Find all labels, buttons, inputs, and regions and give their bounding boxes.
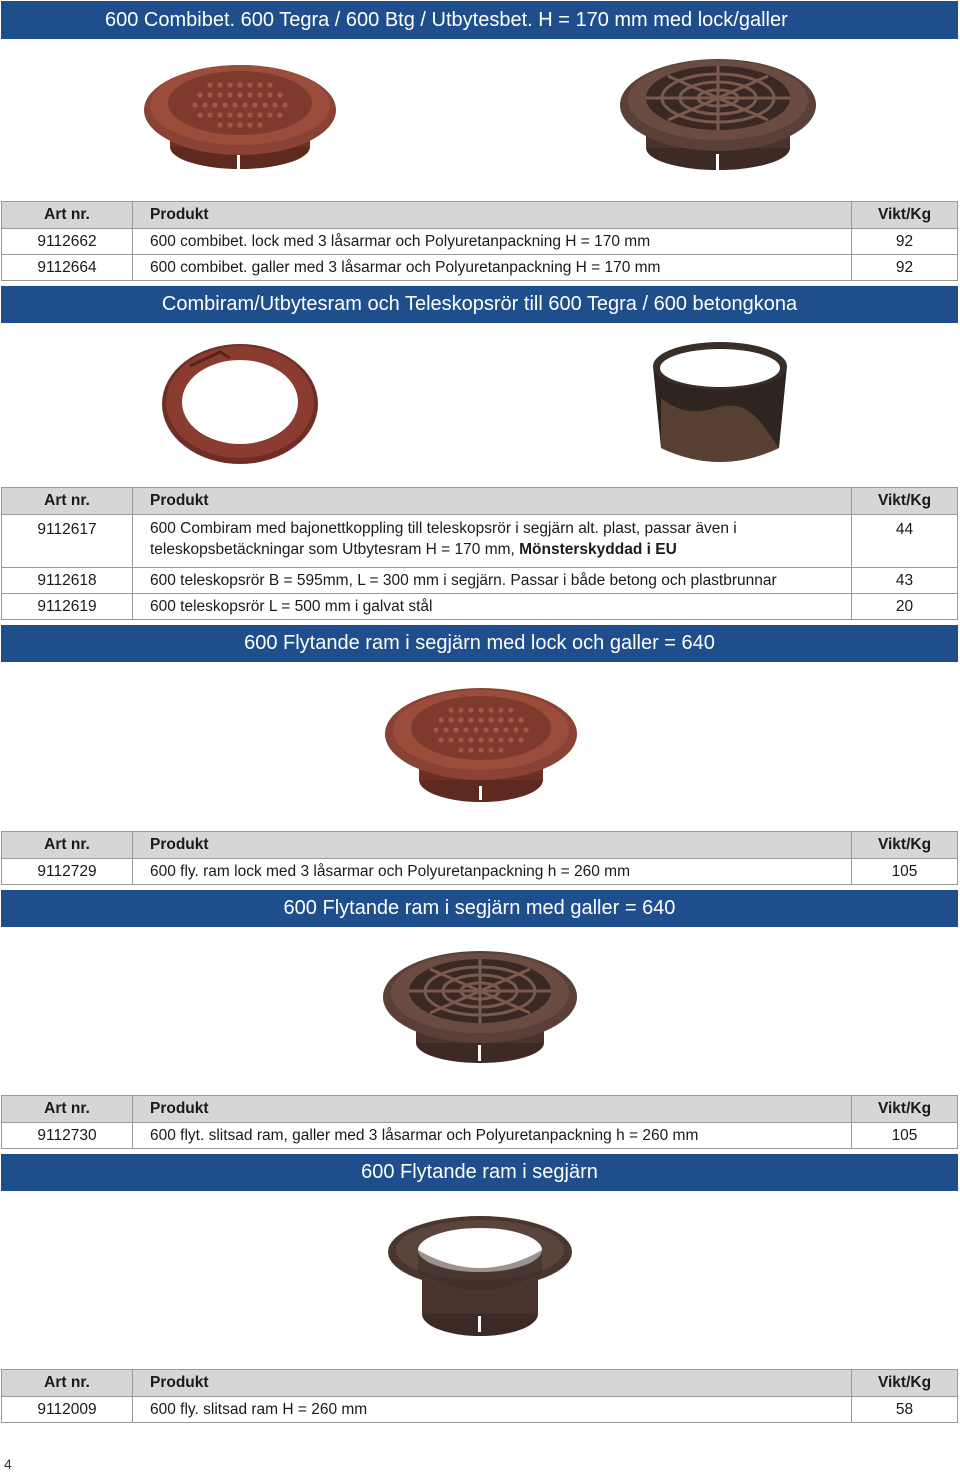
table-row	[2, 1397, 958, 1423]
table-row	[2, 229, 958, 255]
manhole-cover-lock-image	[140, 55, 340, 180]
col-art-header: Art nr.	[2, 488, 133, 515]
product-desc: 600 fly. ram lock med 3 låsarmar och Polyuretanpackning h = 260 mm	[133, 859, 852, 885]
col-art-header: Art nr.	[2, 832, 133, 859]
section-title: 600 Flytande ram i segjärn med galler = 640	[283, 897, 676, 919]
art-nr: 9112619	[2, 594, 133, 620]
product-desc: 600 combibet. lock med 3 låsarmar och Polyuretanpackning H = 170 mm	[133, 229, 852, 255]
weight: 92	[852, 229, 958, 255]
product-line1: 600 Combiram med bajonettkoppling till teleskopsrör i segjärn alt. plast, passar även i	[150, 520, 737, 537]
col-weight-header: Vikt/Kg	[852, 832, 958, 859]
product-table-1	[1, 201, 958, 281]
table-row	[2, 594, 958, 620]
section-5-banner	[1, 1154, 958, 1191]
weight: 43	[852, 568, 958, 594]
art-nr: 9112618	[2, 568, 133, 594]
art-nr: 9112662	[2, 229, 133, 255]
product-desc: 600 combibet. galler med 3 låsarmar och Polyuretanpackning H = 170 mm	[133, 255, 852, 281]
manhole-cover-grate-image	[618, 50, 818, 180]
table-row	[2, 255, 958, 281]
floating-frame-lock-image	[383, 682, 579, 807]
art-nr: 9112730	[2, 1123, 133, 1149]
product-table-3	[1, 831, 958, 885]
section-3-banner	[1, 625, 958, 662]
combiram-ring-image	[160, 340, 320, 465]
col-art-header: Art nr.	[2, 202, 133, 229]
art-nr: 9112009	[2, 1397, 133, 1423]
table-header-row	[2, 832, 958, 859]
col-product-header: Produkt	[133, 1370, 852, 1397]
art-nr: 9112729	[2, 859, 133, 885]
product-table-2	[1, 487, 958, 620]
product-line2: teleskopsbetäckningar som Utbytesram H = 170 mm,	[150, 541, 520, 558]
weight: 105	[852, 859, 958, 885]
weight: 58	[852, 1397, 958, 1423]
product-desc: 600 flyt. slitsad ram, galler med 3 låsarmar och Polyuretanpackning h = 260 mm	[133, 1123, 852, 1149]
col-art-header: Art nr.	[2, 1370, 133, 1397]
table-header-row	[2, 1370, 958, 1397]
col-art-header: Art nr.	[2, 1096, 133, 1123]
product-desc: 600 teleskopsrör L = 500 mm i galvat stål	[133, 594, 852, 620]
col-product-header: Produkt	[133, 488, 852, 515]
teleskopsror-image	[645, 338, 795, 466]
design-protection-label: Mönsterskyddad i EU	[519, 541, 677, 558]
product-desc	[133, 515, 852, 568]
product-table-4	[1, 1095, 958, 1149]
col-product-header: Produkt	[133, 832, 852, 859]
page-number: 4	[4, 1456, 12, 1472]
art-nr: 9112664	[2, 255, 133, 281]
section-title: 600 Flytande ram i segjärn med lock och galler = 640	[244, 632, 715, 654]
table-header-row	[2, 488, 958, 515]
col-product-header: Produkt	[133, 202, 852, 229]
col-weight-header: Vikt/Kg	[852, 488, 958, 515]
product-desc: 600 teleskopsrör B = 595mm, L = 300 mm i segjärn. Passar i både betong och plastbrunnar	[133, 568, 852, 594]
table-row	[2, 1123, 958, 1149]
floating-frame-grate-image	[380, 945, 580, 1070]
section-1-banner	[1, 1, 958, 39]
col-weight-header: Vikt/Kg	[852, 1370, 958, 1397]
col-weight-header: Vikt/Kg	[852, 202, 958, 229]
weight: 20	[852, 594, 958, 620]
table-row	[2, 568, 958, 594]
weight: 44	[852, 515, 958, 568]
floating-frame-image	[385, 1212, 575, 1342]
section-title: 600 Combibet. 600 Tegra / 600 Btg / Utbytesbet. H = 170 mm med lock/galler	[105, 8, 788, 31]
weight: 92	[852, 255, 958, 281]
col-product-header: Produkt	[133, 1096, 852, 1123]
table-row	[2, 515, 958, 568]
product-desc: 600 fly. slitsad ram H = 260 mm	[133, 1397, 852, 1423]
product-table-5	[1, 1369, 958, 1423]
section-4-banner	[1, 890, 958, 927]
art-nr: 9112617	[2, 515, 133, 568]
section-title: 600 Flytande ram i segjärn	[361, 1161, 598, 1183]
weight: 105	[852, 1123, 958, 1149]
table-row	[2, 859, 958, 885]
section-2-banner	[1, 286, 958, 323]
section-title: Combiram/Utbytesram och Teleskopsrör till 600 Tegra / 600 betongkona	[161, 293, 798, 315]
col-weight-header: Vikt/Kg	[852, 1096, 958, 1123]
table-header-row	[2, 1096, 958, 1123]
table-header-row	[2, 202, 958, 229]
